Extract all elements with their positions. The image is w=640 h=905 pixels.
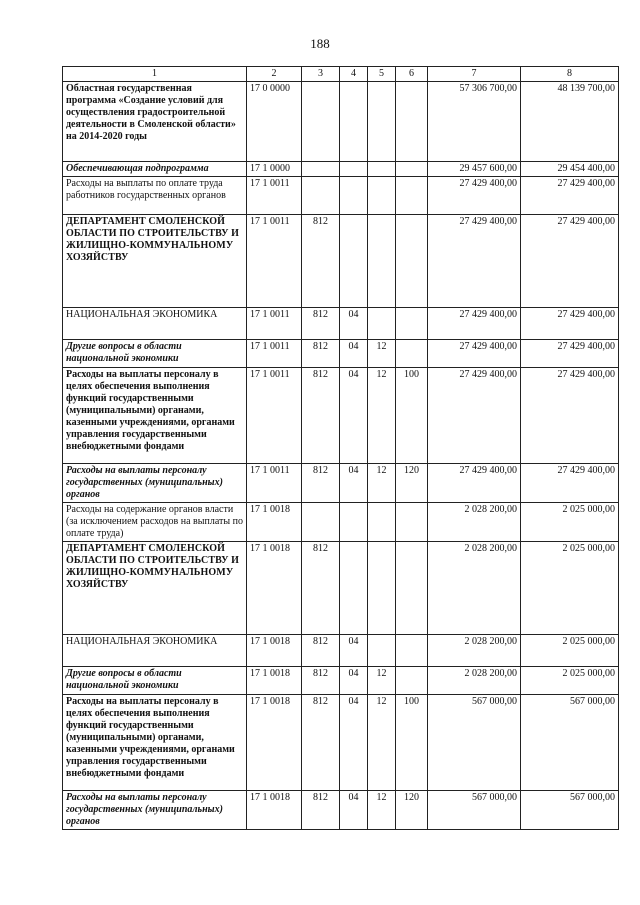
expense-type-cell: 120 [396,791,428,830]
section-cell: 04 [340,695,368,791]
amount-year2-cell: 29 454 400,00 [521,162,619,177]
target-article-cell: 17 1 0011 [247,464,302,503]
target-article-cell: 17 1 0011 [247,340,302,368]
ministry-code-cell: 812 [302,791,340,830]
amount-year1-cell: 27 429 400,00 [428,340,521,368]
amount-year1-cell: 57 306 700,00 [428,82,521,162]
table-row [63,215,619,308]
amount-year2-cell: 27 429 400,00 [521,340,619,368]
ministry-code-cell: 812 [302,215,340,308]
ministry-code-cell: 812 [302,695,340,791]
target-article-cell: 17 1 0000 [247,162,302,177]
amount-year1-cell: 2 028 200,00 [428,635,521,667]
target-article-cell: 17 1 0011 [247,368,302,464]
section-cell [340,215,368,308]
expense-type-cell: 100 [396,368,428,464]
amount-year2-cell: 2 025 000,00 [521,503,619,542]
subsection-cell: 12 [368,695,396,791]
subsection-cell [368,635,396,667]
expense-type-cell [396,542,428,635]
subsection-cell: 12 [368,791,396,830]
table-row [63,464,619,503]
table-row [63,503,619,542]
target-article-cell: 17 1 0018 [247,542,302,635]
table-row [63,162,619,177]
subsection-cell [368,215,396,308]
expense-type-cell [396,215,428,308]
section-cell: 04 [340,308,368,340]
expense-type-cell [396,82,428,162]
row-name-cell: ДЕПАРТАМЕНТ СМОЛЕНСКОЙ ОБЛАСТИ ПО СТРОИТЕЛЬСТВУ И ЖИЛИЩНО-КОММУНАЛЬНОМУ ХОЗЯЙСТВУ [63,542,247,635]
amount-year2-cell: 567 000,00 [521,695,619,791]
target-article-cell: 17 0 0000 [247,82,302,162]
column-header-2: 2 [247,67,302,82]
expense-type-cell [396,177,428,215]
section-cell [340,177,368,215]
amount-year1-cell: 27 429 400,00 [428,464,521,503]
ministry-code-cell: 812 [302,464,340,503]
expense-type-cell [396,340,428,368]
table-row [63,368,619,464]
amount-year2-cell: 27 429 400,00 [521,177,619,215]
ministry-code-cell: 812 [302,667,340,695]
amount-year1-cell: 567 000,00 [428,791,521,830]
table-row [63,82,619,162]
target-article-cell: 17 1 0018 [247,503,302,542]
ministry-code-cell: 812 [302,542,340,635]
row-name-cell: Расходы на содержание органов власти (за исключением расходов на выплаты по оплате труда) [63,503,247,542]
target-article-cell: 17 1 0018 [247,667,302,695]
amount-year1-cell: 567 000,00 [428,695,521,791]
column-header-3: 3 [302,67,340,82]
expense-type-cell [396,635,428,667]
row-name-cell: Областная государственная программа «Создание условий для осуществления градостроительной деятельности в Смоленской области» на 2014-2020 годы [63,82,247,162]
amount-year1-cell: 2 028 200,00 [428,667,521,695]
target-article-cell: 17 1 0018 [247,791,302,830]
subsection-cell: 12 [368,340,396,368]
column-header-8: 8 [521,67,619,82]
expense-type-cell [396,308,428,340]
amount-year1-cell: 2 028 200,00 [428,503,521,542]
row-name-cell: Расходы на выплаты персоналу государственных (муниципальных) органов [63,791,247,830]
amount-year2-cell: 2 025 000,00 [521,542,619,635]
ministry-code-cell [302,503,340,542]
section-cell [340,82,368,162]
subsection-cell [368,177,396,215]
amount-year2-cell: 27 429 400,00 [521,464,619,503]
subsection-cell [368,542,396,635]
row-name-cell: Расходы на выплаты персоналу государственных (муниципальных) органов [63,464,247,503]
table-row [63,340,619,368]
subsection-cell [368,82,396,162]
ministry-code-cell: 812 [302,340,340,368]
amount-year2-cell: 567 000,00 [521,791,619,830]
row-name-cell: НАЦИОНАЛЬНАЯ ЭКОНОМИКА [63,635,247,667]
ministry-code-cell: 812 [302,635,340,667]
target-article-cell: 17 1 0011 [247,215,302,308]
section-cell: 04 [340,340,368,368]
amount-year1-cell: 2 028 200,00 [428,542,521,635]
amount-year2-cell: 27 429 400,00 [521,215,619,308]
table-row [63,308,619,340]
table-row [63,635,619,667]
ministry-code-cell [302,162,340,177]
column-header-1: 1 [63,67,247,82]
expense-type-cell [396,162,428,177]
column-header-7: 7 [428,67,521,82]
page-number: 188 [310,36,330,51]
row-name-cell: ДЕПАРТАМЕНТ СМОЛЕНСКОЙ ОБЛАСТИ ПО СТРОИТЕЛЬСТВУ И ЖИЛИЩНО-КОММУНАЛЬНОМУ ХОЗЯЙСТВУ [63,215,247,308]
section-cell: 04 [340,791,368,830]
budget-table [62,66,619,830]
row-name-cell: Расходы на выплаты по оплате труда работников государственных органов [63,177,247,215]
amount-year1-cell: 27 429 400,00 [428,368,521,464]
ministry-code-cell: 812 [302,308,340,340]
section-cell: 04 [340,464,368,503]
table-row [63,695,619,791]
subsection-cell: 12 [368,368,396,464]
ministry-code-cell [302,177,340,215]
row-name-cell: НАЦИОНАЛЬНАЯ ЭКОНОМИКА [63,308,247,340]
row-name-cell: Другие вопросы в области национальной экономики [63,340,247,368]
row-name-cell: Расходы на выплаты персоналу в целях обеспечения выполнения функций государственными (муниципальными) органами, казенными учреждениями, органами управления государственными внебюджетными фондами [63,368,247,464]
column-number-header-row [63,67,619,82]
table-row [63,542,619,635]
amount-year2-cell: 2 025 000,00 [521,635,619,667]
ministry-code-cell: 812 [302,368,340,464]
column-header-5: 5 [368,67,396,82]
amount-year1-cell: 27 429 400,00 [428,177,521,215]
target-article-cell: 17 1 0011 [247,308,302,340]
section-cell: 04 [340,667,368,695]
table-row [63,791,619,830]
expense-type-cell: 120 [396,464,428,503]
section-cell [340,503,368,542]
table-row [63,177,619,215]
target-article-cell: 17 1 0018 [247,635,302,667]
amount-year1-cell: 27 429 400,00 [428,215,521,308]
expense-type-cell: 100 [396,695,428,791]
section-cell [340,542,368,635]
expense-type-cell [396,503,428,542]
amount-year2-cell: 2 025 000,00 [521,667,619,695]
row-name-cell: Обеспечивающая подпрограмма [63,162,247,177]
section-cell: 04 [340,635,368,667]
ministry-code-cell [302,82,340,162]
target-article-cell: 17 1 0011 [247,177,302,215]
row-name-cell: Другие вопросы в области национальной экономики [63,667,247,695]
subsection-cell: 12 [368,667,396,695]
amount-year2-cell: 27 429 400,00 [521,368,619,464]
amount-year2-cell: 48 139 700,00 [521,82,619,162]
section-cell [340,162,368,177]
table-row [63,667,619,695]
subsection-cell [368,308,396,340]
subsection-cell [368,503,396,542]
table-body [63,82,619,830]
amount-year1-cell: 29 457 600,00 [428,162,521,177]
amount-year2-cell: 27 429 400,00 [521,308,619,340]
column-header-4: 4 [340,67,368,82]
amount-year1-cell: 27 429 400,00 [428,308,521,340]
row-name-cell: Расходы на выплаты персоналу в целях обеспечения выполнения функций государственными (муниципальными) органами, казенными учреждениями, органами управления государственными внебюджетными фондами [63,695,247,791]
expense-type-cell [396,667,428,695]
target-article-cell: 17 1 0018 [247,695,302,791]
section-cell: 04 [340,368,368,464]
subsection-cell [368,162,396,177]
column-header-6: 6 [396,67,428,82]
subsection-cell: 12 [368,464,396,503]
